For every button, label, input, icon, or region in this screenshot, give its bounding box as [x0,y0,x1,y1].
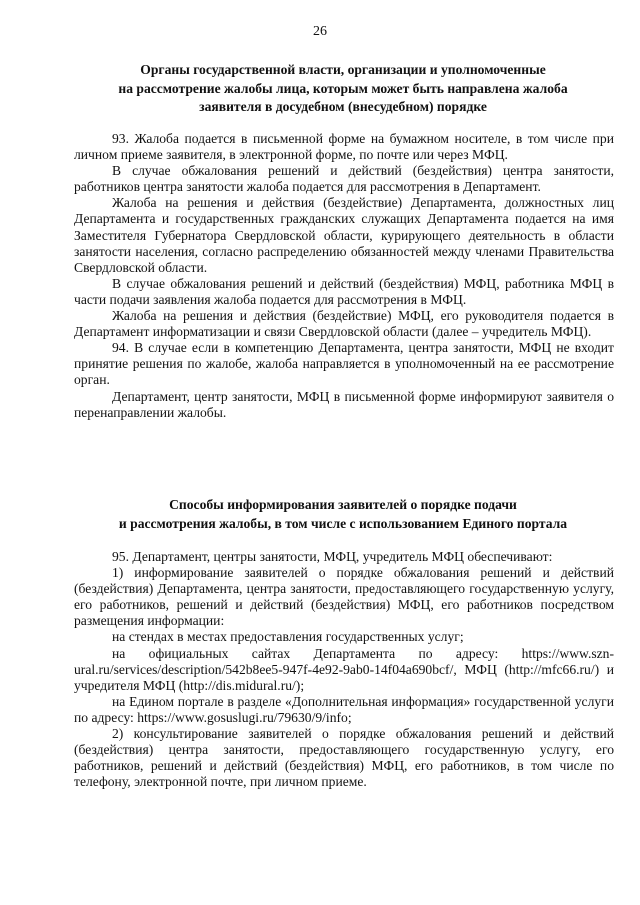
paragraph-text: Жалоба на решения и действия (бездействие) МФЦ, его руководителя подается в Департамент информатизации и связи Свердловской области (далее – учредитель МФЦ). [74,308,614,340]
paragraph-text: В случае обжалования решений и действий (бездействия) центра занятости, работников центра занятости жалоба подается для рассмотрения в Департамент. [74,163,614,195]
paragraph-text: на Едином портале в разделе «Дополнительная информация» государственной услуги по адресу: https://www.gosuslugi.ru/79630/9/info; [74,693,614,725]
paragraph-93 [74,131,614,163]
sub-item-official-sites [74,646,614,694]
paragraph [74,308,614,340]
heading-line: Способы информирования заявителей о порядке подачи [169,497,517,512]
paragraph [74,389,614,421]
paragraph-text: на официальных сайтах Департамента по адресу: https://www.szn-ural.ru/services/description/542b8ee5-947f-4e92-9ab0-14f04a690bcf/, МФЦ (http://mfc66.ru/) и учредителя МФЦ (http://dis.midural.ru/); [74,645,614,693]
section-heading-informing-methods [70,496,616,533]
paragraph-text: Жалоба на решения и действия (бездействие) Департамента, должностных лиц Департамента и государственных гражданских служащих Департамента подается на имя Заместителя Губернатора Свердловской области, курирующего деятельность в области занятости населения, согласно распределению обязанностей между членами Правительства Свердловской области. [74,195,614,275]
section-body-informing-methods [74,549,614,790]
paragraph-text: 93. Жалоба подается в письменной форме на бумажном носителе, в том числе при личном приеме заявителя, в электронной форме, по почте или через МФЦ. [74,131,614,163]
sub-item-stands [74,629,614,645]
sub-item-unified-portal [74,694,614,726]
paragraph [74,276,614,308]
paragraph [74,195,614,275]
section-body-complaint-bodies [74,131,614,421]
paragraph-text: 95. Департамент, центры занятости, МФЦ, учредитель МФЦ обеспечивают: [112,549,553,564]
list-item-1 [74,565,614,629]
list-item-2 [74,726,614,790]
section-heading-complaint-bodies [70,61,616,117]
paragraph-95 [74,549,614,565]
paragraph-text: на стендах в местах предоставления государственных услуг; [112,629,464,645]
page-number: 26 [313,24,327,39]
paragraph-text: В случае обжалования решений и действий (бездействия) МФЦ, работника МФЦ в части подачи заявления жалоба подается для рассмотрения в МФЦ. [74,275,614,307]
heading-line: и рассмотрения жалобы, в том числе с использованием Единого портала [118,515,568,531]
paragraph-text: 2) консультирование заявителей о порядке обжалования решений и действий (бездействия) центра занятости, предоставляющего государственную услугу, его работников, решений и действий (бездействия) МФЦ, его работников, в том числе по телефону, электронной почте, при личном приеме. [74,726,614,790]
paragraph-text: 94. В случае если в компетенцию Департамента, центра занятости, МФЦ не входит принятие решения по жалобе, жалоба направляется в уполномоченный на ее рассмотрение орган. [74,340,614,388]
paragraph [74,163,614,195]
paragraph-94 [74,340,614,388]
paragraph-text: 1) информирование заявителей о порядке обжалования решений и действий (бездействия) Департамента, центра занятости, предоставляющего государственную услугу, его работников, решений и действий (бездействия) МФЦ, его работников посредством размещения информации: [74,565,614,629]
paragraph-text: Департамент, центр занятости, МФЦ в письменной форме информируют заявителя о перенаправлении жалобы. [74,388,614,420]
heading-line: Органы государственной власти, организации и уполномоченные [140,62,546,77]
heading-line: на рассмотрение жалобы лица, которым может быть направлена жалоба [118,80,568,96]
heading-line: заявителя в досудебном (внесудебном) порядке [199,99,487,114]
